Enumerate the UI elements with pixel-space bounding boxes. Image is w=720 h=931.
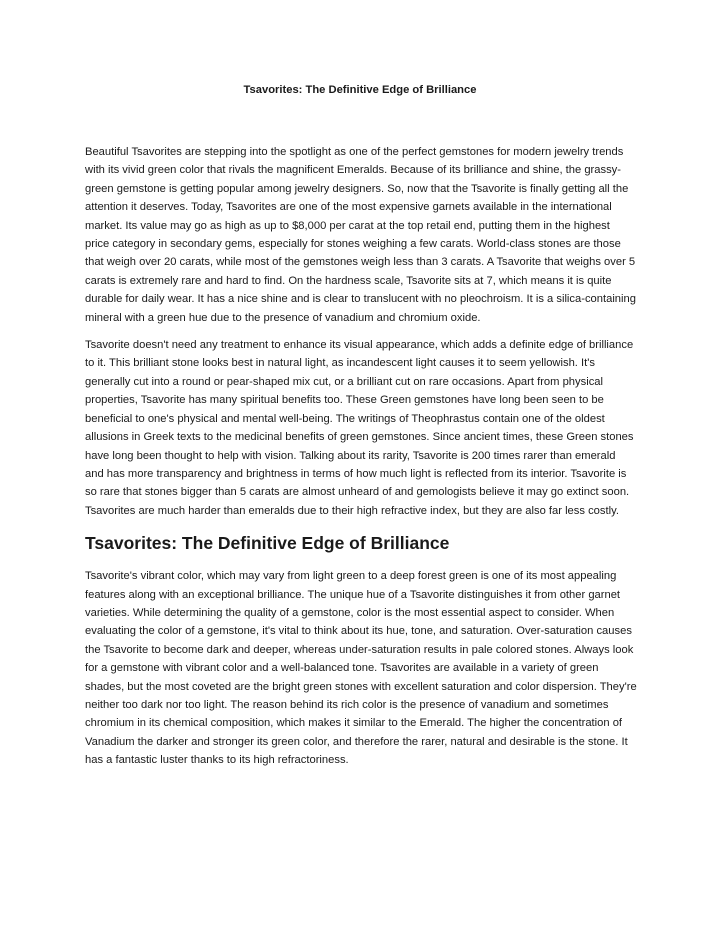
document-body: [85, 143, 637, 779]
section-paragraph: Tsavorite's vibrant color, which may vary from light green to a deep forest green is one of its most appealing features along with an exceptional brilliance. The unique hue of a Tsavorite distinguishes it from other garnet varieties. While determining the quality of a gemstone, color is the most essential aspect to consider. When evaluating the color of a gemstone, it's vital to think about its hue, tone, and saturation. Over-saturation causes the Tsavorite to become dark and deeper, whereas under-saturation results in pale colored stones. Always look for a gemstone with vibrant color and a well-balanced tone. Tsavorites are available in a variety of green shades, but the most coveted are the bright green stones with excellent saturation and color dispersion. They're neither too dark nor too light. The reason behind its rich color is the presence of vanadium and sometimes chromium in its chemical composition, which makes it similar to the Emerald. The higher the concentration of Vanadium the darker and stronger its green color, and therefore the rarer, natural and desirable is the stone. It has a fantastic luster thanks to its high refractoriness.: [85, 570, 637, 767]
body-paragraph: Beautiful Tsavorites are stepping into the spotlight as one of the perfect gemstones for modern jewelry trends with its vivid green color that rivals the magnificent Emeralds. Because of its brilliance and shine, the grassy-green gemstone is getting popular among jewelry designers. So, now that the Tsavorite is finally getting all the attention it deserves. Today, Tsavorites are one of the most expensive garnets available in the international market. Its value may go as high as up to $8,000 per carat at the top retail end, putting them in the highest price category in secondary gems, especially for stones weighing a few carats. World-class stones are those that weigh over 20 carats, while most of the gemstones weigh less than 3 carats. A Tsavorite that weighs over 5 carats is extremely rare and hard to find. On the hardness scale, Tsavorite sits at 7, which means it is quite durable for daily wear. It has a nice shine and is clear to translucent with no pleochroism. It is a silica-containing mineral with a green hue due to the presence of vanadium and chromium oxide.: [85, 146, 636, 324]
body-paragraph: Tsavorite doesn't need any treatment to enhance its visual appearance, which adds a definite edge of brilliance to it. This brilliant stone looks best in natural light, as incandescent light causes it to seem yellowish. It's generally cut into a round or pear-shaped mix cut, or a brilliant cut on rare occasions. Apart from physical properties, Tsavorite has many spiritual benefits too. These Green gemstones have long been seen to be beneficial to one's physical and mental well-being. The writings of Theophrastus contain one of the oldest allusions in Greek texts to the medicinal benefits of green gemstones. Since ancient times, these Green stones have long been thought to help with vision. Talking about its rarity, Tsavorite is 200 times rarer than emerald and has more transparency and brightness in terms of how much light is reflected from its interior. Tsavorite is so rare that stones bigger than 5 carats are almost unheard of and gemologists believe it may go extinct soon. Tsavorites are much harder than emeralds due to their high refractive index, but they are also far less costly.: [85, 339, 634, 517]
section-heading: Tsavorites: The Definitive Edge of Brilliance: [85, 533, 450, 554]
document-title: Tsavorites: The Definitive Edge of Brilliance: [243, 84, 477, 96]
